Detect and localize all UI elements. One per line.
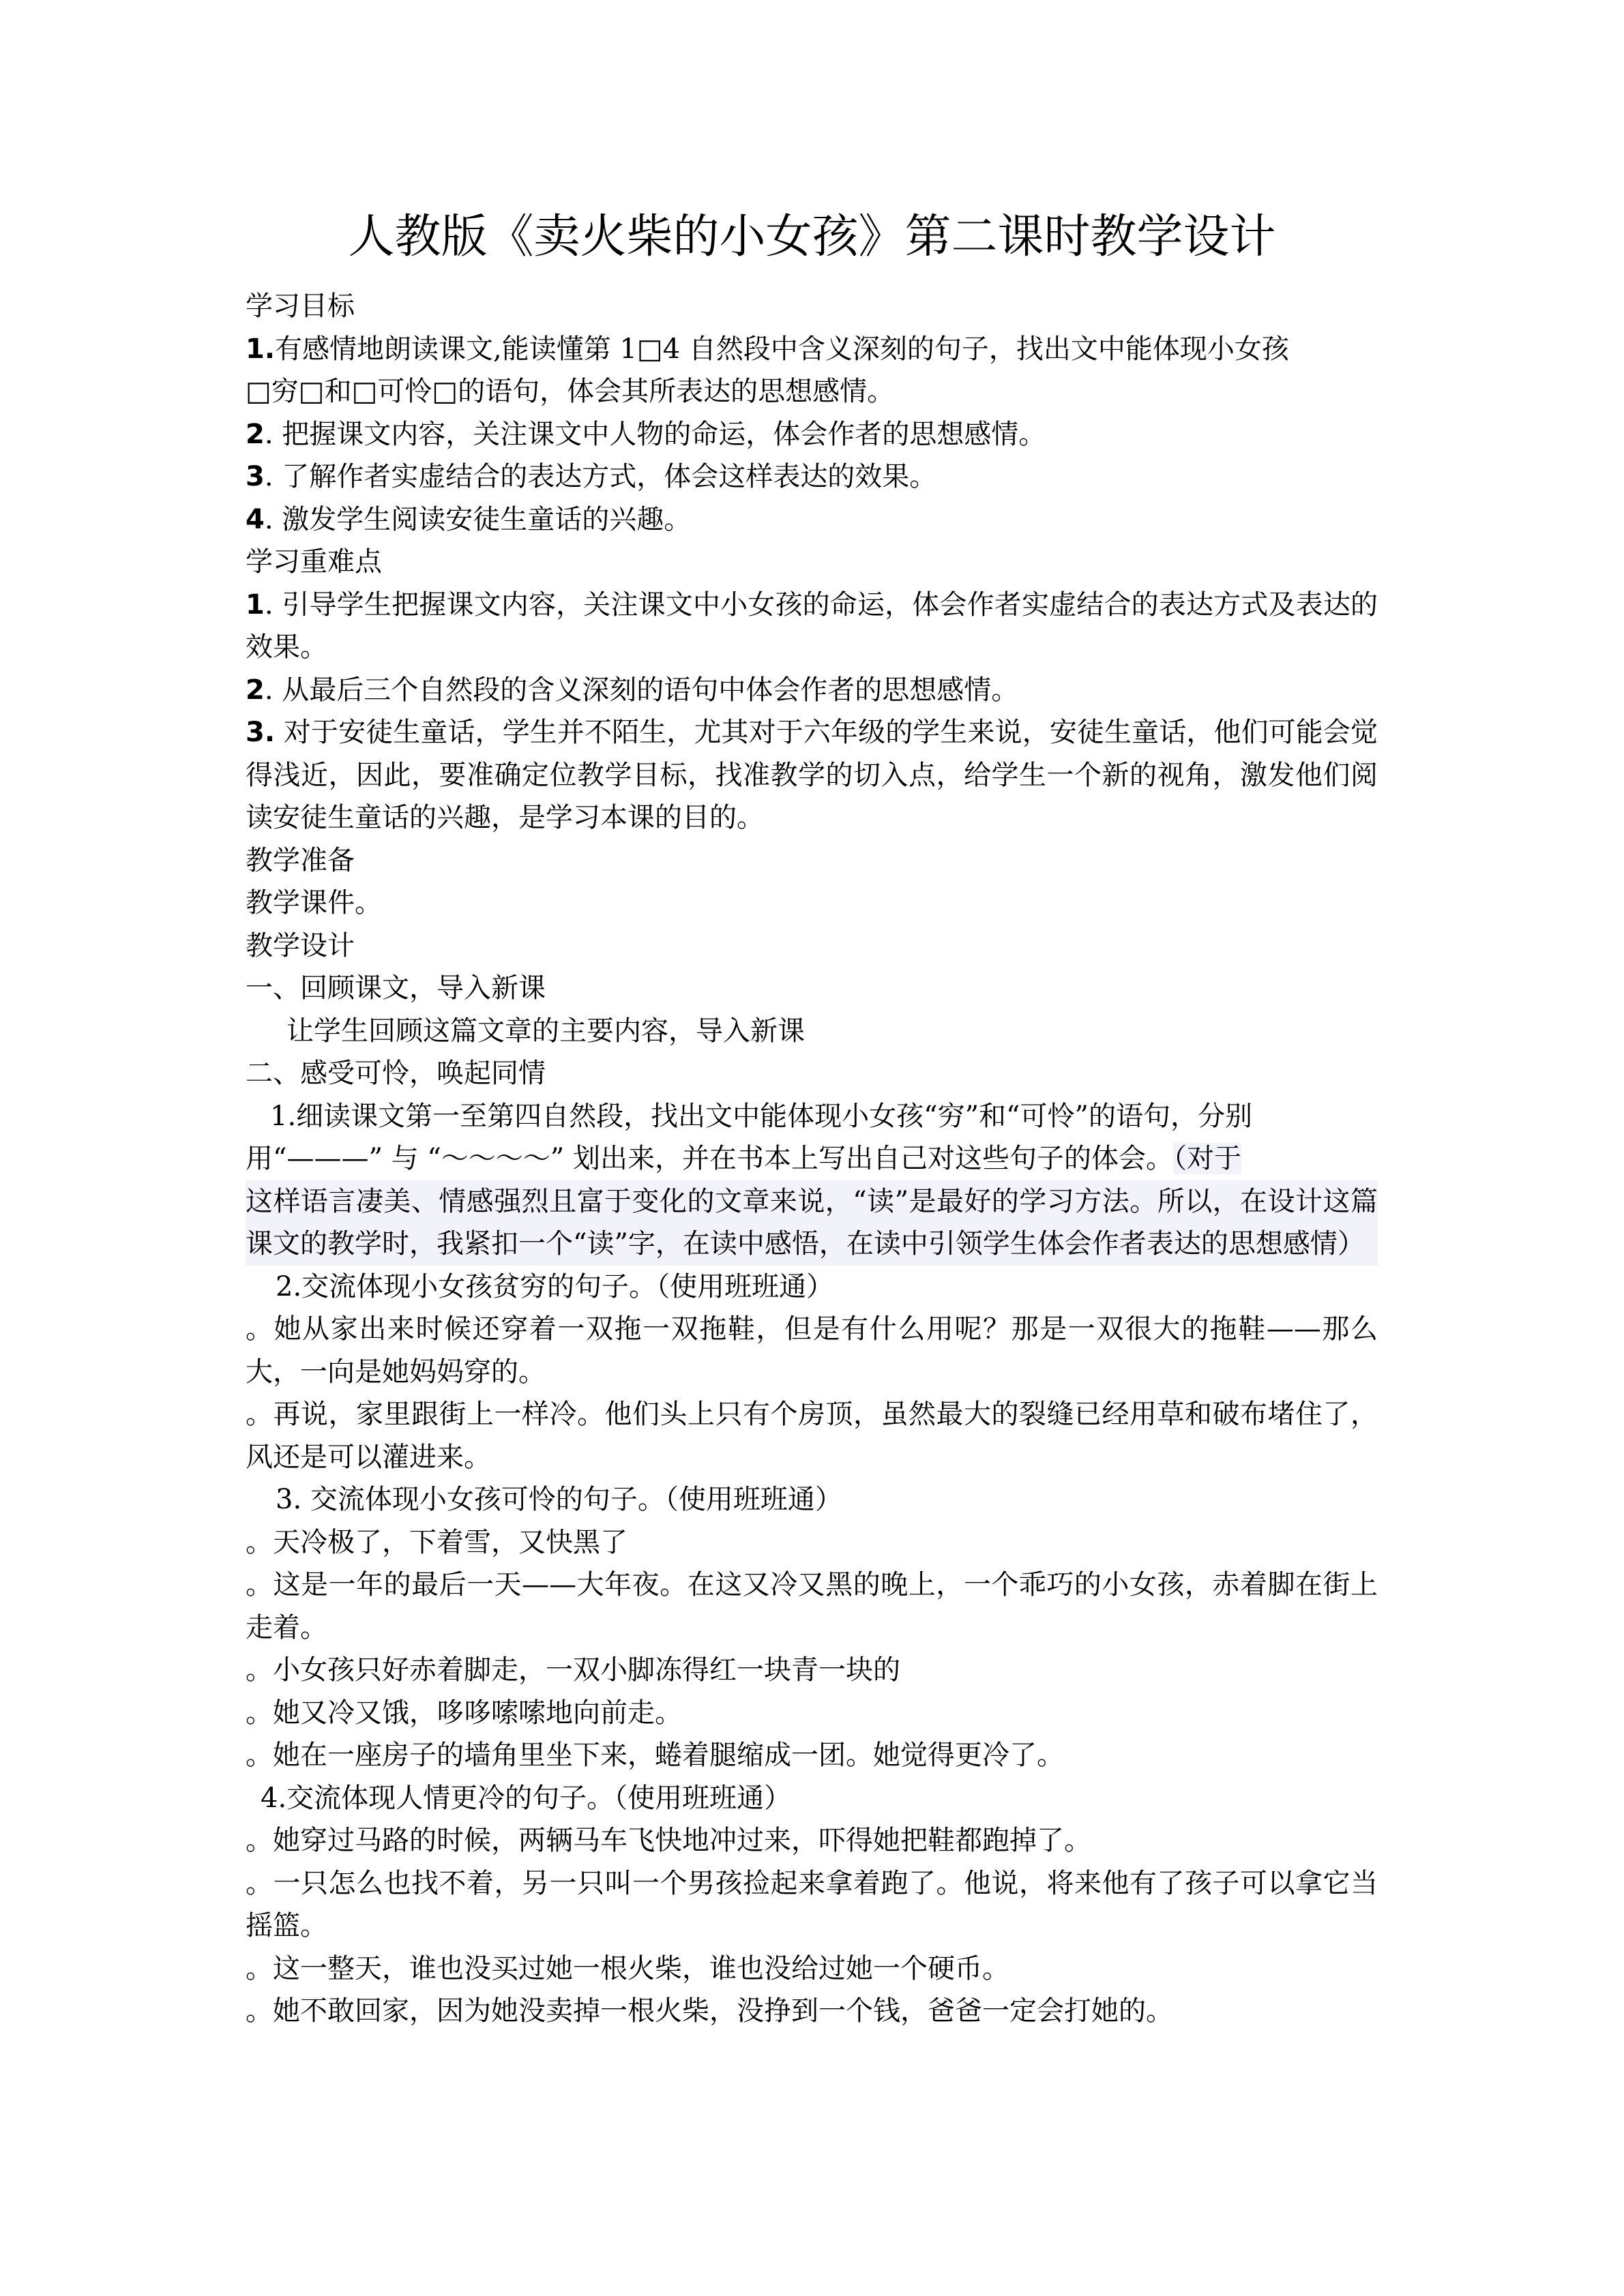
- step3-heading: 3. 交流体现小女孩可怜的句子。（使用班班通）: [276, 1484, 842, 1515]
- step1-line1: 1.细读课文第一至第四自然段，找出文中能体现小女孩“穷”和“可怜”的语句，分别: [270, 1100, 1252, 1132]
- prep-text: 教学课件。: [246, 887, 382, 919]
- keypoints-heading: 学习重难点: [246, 546, 382, 578]
- step1-note-start: （对于: [1172, 1143, 1241, 1174]
- part1-heading: 一、回顾课文，导入新课: [246, 972, 546, 1004]
- step1-line2: [246, 1137, 1378, 1180]
- keypoint-number: 2: [246, 674, 265, 706]
- objective-item-4: [246, 498, 1378, 541]
- step1-line2-text: 用“———” 与 “～～～～” 划出来，并在书本上写出自己对这些句子的体会。: [246, 1143, 1173, 1174]
- list-item: 。小女孩只好赤着脚走，一双小脚冻得红一块青一块的: [246, 1654, 900, 1686]
- objective-number: 4: [246, 503, 265, 535]
- part1-text: 让学生回顾这篇文章的主要内容，导入新课: [286, 1015, 805, 1047]
- objective-text: 有感情地朗读课文,能读懂第 1□4 自然段中含义深刻的句子，找出文中能体现小女孩: [275, 333, 1289, 365]
- list-item: 。这一整天，谁也没买过她一根火柴，谁也没给过她一个硬币。: [246, 1952, 1009, 1984]
- design-heading: 教学设计: [246, 929, 355, 961]
- list-item: 。她又冷又饿，哆哆嗦嗦地向前走。: [246, 1697, 682, 1729]
- document-body: [246, 285, 1378, 2033]
- document-title: 人教版《卖火柴的小女孩》第二课时教学设计: [348, 210, 1276, 264]
- list-item: 。她不敢回家，因为她没卖掉一根火柴，没挣到一个钱，爸爸一定会打她的。: [246, 1995, 1173, 2027]
- list-item: 。一只怎么也找不着，另一只叫一个男孩捡起来拿着跑了。他说，将来他有了孩子可以拿它当摇篮。: [246, 1867, 1378, 1941]
- list-item: 。她从家出来时候还穿着一双拖一双拖鞋，但是有什么用呢？那是一双很大的拖鞋——那么大，一向是她妈妈穿的。: [246, 1313, 1378, 1388]
- list-item: 。再说，家里跟街上一样冷。他们头上只有个房顶，虽然最大的裂缝已经用草和破布堵住了，风还是可以灌进来。: [246, 1399, 1378, 1473]
- keypoint-text: . 从最后三个自然段的含义深刻的语句中体会作者的思想感情。: [264, 674, 1019, 706]
- objective-number: 2: [246, 418, 265, 450]
- keypoint-text: 对于安徒生童话，学生并不陌生，尤其对于六年级的学生来说，安徒生童话，他们可能会觉得浅近，因此，要准确定位教学目标，找准教学的切入点，给学生一个新的视角，激发他们阅读安徒生童话的兴趣，是学习本课的目的。: [246, 717, 1378, 833]
- objective-item-1-cont: □穷□和□可怜□的语句，体会其所表达的思想感情。: [246, 376, 895, 407]
- objective-text: . 了解作者实虚结合的表达方式，体会这样表达的效果。: [264, 461, 937, 492]
- objective-number: 3: [246, 461, 265, 492]
- part2-heading: 二、感受可怜，唤起同情: [246, 1058, 546, 1089]
- prep-heading: 教学准备: [246, 844, 355, 876]
- objective-item-3: [246, 456, 1378, 498]
- list-item: 。她在一座房子的墙角里坐下来，蜷着腿缩成一团。她觉得更冷了。: [246, 1740, 1064, 1771]
- objective-number: 1.: [246, 333, 276, 365]
- step4-heading: 4.交流体现人情更冷的句子。（使用班班通）: [261, 1782, 792, 1814]
- objective-item-2: [246, 413, 1378, 456]
- keypoint-item-1: [246, 584, 1378, 669]
- list-item: 。天冷极了，下着雪，又快黑了: [246, 1526, 628, 1558]
- list-item: 。她穿过马路的时候，两辆马车飞快地冲过来，吓得她把鞋都跑掉了。: [246, 1825, 1091, 1856]
- step1-note: 这样语言凄美、情感强烈且富于变化的文章来说，“读”是最好的学习方法。所以，在设计这篇课文的教学时，我紧扣一个“读”字，在读中感悟，在读中引领学生体会作者表达的思想感情）: [246, 1180, 1378, 1266]
- keypoint-number: 1: [246, 588, 265, 621]
- objectives-heading: 学习目标: [246, 290, 355, 322]
- keypoint-text: . 引导学生把握课文内容，关注课文中小女孩的命运，体会作者实虚结合的表达方式及表达的效果。: [246, 588, 1378, 663]
- keypoint-item-2: [246, 669, 1378, 712]
- objective-text: . 激发学生阅读安徒生童话的兴趣。: [264, 503, 692, 535]
- list-item: 。这是一年的最后一天——大年夜。在这又冷又黑的晚上，一个乖巧的小女孩，赤着脚在街上走着。: [246, 1569, 1378, 1643]
- step2-heading: 2.交流体现小女孩贫穷的句子。（使用班班通）: [276, 1270, 834, 1302]
- objective-item-1: [246, 328, 1378, 371]
- keypoint-item-3: [246, 711, 1378, 839]
- objective-text: . 把握课文内容，关注课文中人物的命运，体会作者的思想感情。: [264, 418, 1046, 450]
- keypoint-number: 3.: [246, 717, 276, 748]
